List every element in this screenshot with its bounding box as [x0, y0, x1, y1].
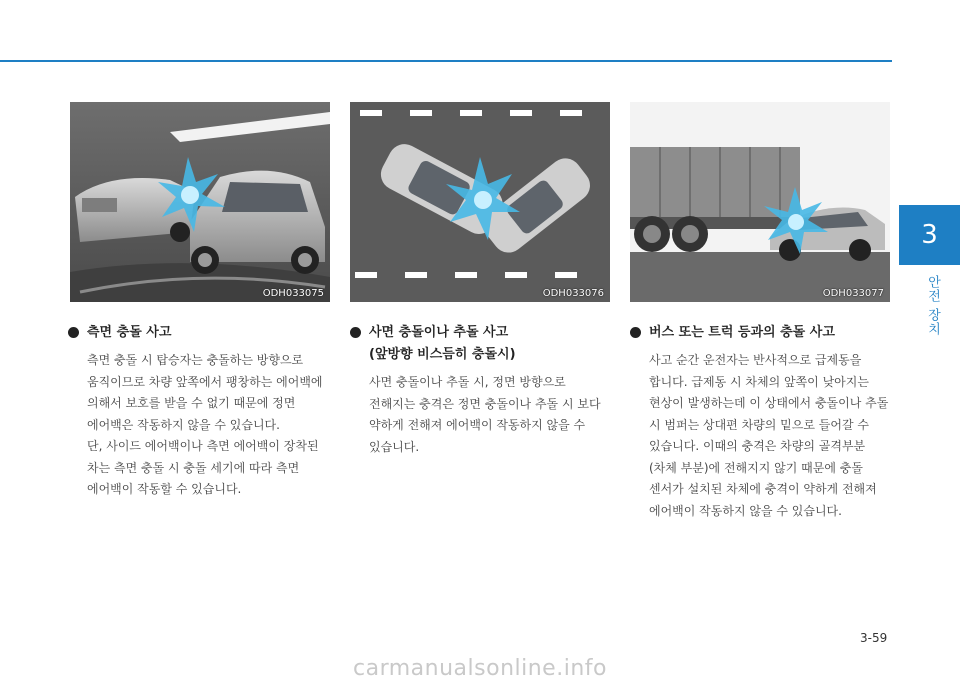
- section-heading: [68, 322, 330, 344]
- figure-side-collision: [70, 102, 330, 302]
- section-heading: [630, 322, 892, 344]
- figure-code: ODH033076: [542, 288, 604, 299]
- paragraph: 측면 충돌 시 탑승자는 충돌하는 방향으로 움직이므로 차량 앞쪽에서 팽창하는 에어백에 의해서 보호를 받을 수 없기 때문에 정면 에어백은 작동하지 않을 수 있습니다.: [87, 353, 323, 432]
- figure-angled-collision: [350, 102, 610, 302]
- heading-text: 버스 또는 트럭 등과의 충돌 사고: [649, 325, 835, 340]
- section-heading: [350, 322, 612, 366]
- paragraph: 사고 순간 운전자는 반사적으로 급제동을 합니다. 급제동 시 차체의 앞쪽이 낮아지는 현상이 발생하는데 이 상태에서 충돌이나 추돌 시 범퍼는 상대편 차량의 밑으로 들어갈 수 있습니다. 이때의 충격은 차량의 골격부분(차체 부분)에 전해지지 않기 때문에 충돌 센서가 설치된 차체에 충격이 약하게 전해져 에어백이 작동하지 않을 수 있습니다.: [649, 353, 889, 518]
- section-truck-collision: [630, 322, 892, 522]
- bullet-icon: [630, 327, 641, 338]
- section-side-collision: [68, 322, 330, 501]
- section-angled-collision: [350, 322, 612, 458]
- header-rule: [0, 60, 892, 62]
- heading-text: 사면 충돌이나 추돌 사고 (앞방향 비스듬히 충돌시): [369, 325, 516, 362]
- section-body: [87, 350, 330, 501]
- paragraph: 사면 충돌이나 추돌 시, 정면 방향으로 전해지는 충격은 정면 충돌이나 추돌 시 보다 약하게 전해져 에어백이 작동하지 않을 수 있습니다.: [369, 375, 601, 454]
- section-body: [649, 350, 892, 522]
- figure-truck-collision: [630, 102, 890, 302]
- page-number: 3-59: [860, 631, 888, 645]
- chapter-tab[interactable]: [899, 205, 960, 265]
- paragraph: 단, 사이드 에어백이나 측면 에어백이 장착된 차는 측면 충돌 시 충돌 세기에 따라 측면 에어백이 작동할 수 있습니다.: [87, 439, 319, 496]
- chapter-number: 3: [921, 220, 938, 250]
- figure-code: ODH033077: [822, 288, 884, 299]
- chapter-label: 안전 장치: [925, 275, 940, 337]
- bullet-icon: [68, 327, 79, 338]
- figure-code: ODH033075: [262, 288, 324, 299]
- heading-text: 측면 충돌 사고: [87, 325, 172, 340]
- watermark: carmanualsonline.info: [353, 656, 607, 681]
- bullet-icon: [350, 327, 361, 338]
- section-body: [369, 372, 612, 458]
